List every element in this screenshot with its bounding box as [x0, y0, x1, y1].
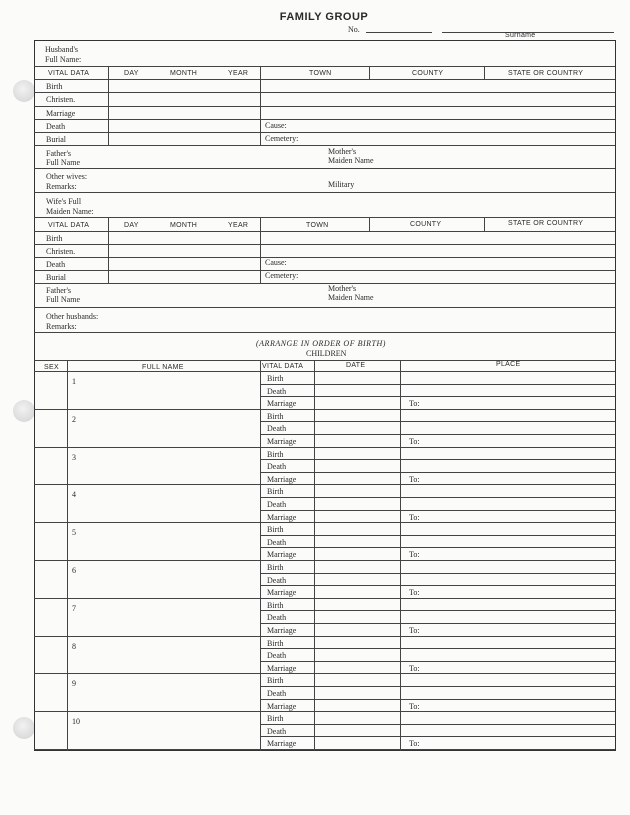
rule-line: [108, 66, 109, 145]
child-death-date-field[interactable]: [315, 498, 399, 510]
child-birth-place-field[interactable]: [402, 448, 615, 460]
child-marriage-date-field[interactable]: [315, 737, 399, 749]
other-wives-field[interactable]: [110, 169, 320, 192]
child-birth-place-field[interactable]: [402, 523, 615, 535]
child-marriage-label: Marriage: [267, 399, 297, 409]
child-death-place-field[interactable]: [402, 649, 615, 661]
child-birth-date-field[interactable]: [315, 485, 399, 497]
child-name-field[interactable]: [69, 410, 259, 447]
child-death-label: Death: [267, 689, 287, 698]
child-marriage-label: Marriage: [267, 739, 297, 749]
child-death-place-field[interactable]: [402, 385, 615, 397]
husband-marriage-place-field[interactable]: [262, 107, 615, 119]
child-birth-place-field[interactable]: [402, 561, 615, 573]
state-header: STATE OR COUNTRY: [508, 70, 584, 77]
wife-christen-label: Christen.: [46, 247, 76, 256]
wife-birth-label: Birth: [46, 234, 63, 243]
rule-line: [260, 360, 261, 751]
child-death-date-field[interactable]: [315, 649, 399, 661]
child-death-date-field[interactable]: [315, 385, 399, 397]
child-death-label: Death: [267, 575, 287, 585]
husband-mother-field[interactable]: [390, 146, 615, 168]
child-marriage-label: Marriage: [267, 550, 297, 560]
child-birth-label: Birth: [267, 411, 284, 421]
child-birth-date-field[interactable]: [315, 712, 399, 724]
child-marriage-label: Marriage: [267, 626, 297, 635]
child-marriage-label: Marriage: [267, 588, 297, 598]
page-title: FAMILY GROUP: [279, 11, 369, 23]
husband-death-place-field[interactable]: [262, 120, 615, 132]
child-marriage-label: Marriage: [267, 437, 297, 446]
child-death-date-field[interactable]: [315, 536, 399, 548]
child-number: 1: [72, 377, 76, 386]
wife-month-header: MONTH: [170, 222, 198, 229]
wife-father-field[interactable]: [110, 284, 320, 307]
wife-christen-date-field[interactable]: [110, 245, 259, 257]
husband-burial-date-field[interactable]: [110, 133, 259, 145]
wife-county-header: COUNTY: [410, 221, 442, 228]
husband-birth-label: Birth: [46, 82, 63, 91]
child-birth-place-field[interactable]: [402, 637, 615, 649]
child-birth-date-field[interactable]: [315, 448, 399, 460]
child-birth-label: Birth: [267, 374, 284, 383]
date-header: DATE: [346, 362, 366, 369]
child-marriage-date-field[interactable]: [315, 435, 399, 447]
other-husbands-label: Other husbands:: [46, 312, 99, 321]
wife-day-header: DAY: [124, 222, 139, 229]
day-header: DAY: [124, 70, 139, 77]
year-header: YEAR: [228, 70, 249, 77]
punch-hole: [13, 717, 35, 739]
child-death-label: Death: [267, 613, 287, 623]
child-spouse-to-label: To:: [409, 512, 420, 522]
other-husbands-field[interactable]: [120, 308, 615, 332]
child-marriage-label: Marriage: [267, 663, 297, 673]
rule-line: [67, 360, 68, 751]
wife-burial-place-field[interactable]: [262, 271, 615, 283]
child-spouse-to-label: To:: [409, 474, 420, 484]
other-wives-label: Other wives:: [46, 172, 88, 181]
child-death-place-field[interactable]: [402, 611, 615, 623]
husband-father-label: Full Name: [46, 158, 80, 167]
child-birth-label: Birth: [267, 638, 284, 648]
child-name-field[interactable]: [69, 448, 259, 485]
husband-mother-label: Mother's: [328, 147, 357, 156]
child-sex-field[interactable]: [35, 561, 66, 598]
child-number: 2: [72, 414, 76, 424]
full-name-header: FULL NAME: [142, 364, 184, 371]
child-death-place-field[interactable]: [402, 687, 615, 699]
child-marriage-place-field[interactable]: [402, 737, 615, 749]
husband-marriage-date-field[interactable]: [110, 107, 259, 119]
child-marriage-date-field[interactable]: [315, 473, 399, 485]
wife-christen-place-field[interactable]: [262, 245, 615, 257]
rule-line: [484, 217, 485, 231]
child-birth-label: Birth: [267, 714, 284, 724]
child-sex-field[interactable]: [35, 637, 66, 674]
rule-line: [260, 66, 261, 145]
child-birth-label: Birth: [267, 563, 284, 572]
child-death-date-field[interactable]: [315, 460, 399, 472]
child-sex-field[interactable]: [35, 523, 66, 560]
husband-christen-place-field[interactable]: [262, 93, 615, 106]
children-title: CHILDREN: [306, 349, 347, 358]
wife-death-label: Death: [46, 260, 66, 269]
wife-burial-label: Burial: [46, 273, 66, 282]
child-death-label: Death: [267, 500, 287, 509]
punch-hole: [13, 80, 35, 102]
child-birth-place-field[interactable]: [402, 485, 615, 497]
children-order-note: (ARRANGE IN ORDER OF BIRTH): [256, 339, 386, 348]
wife-name-label: Maiden Name:: [46, 207, 94, 216]
child-death-place-field[interactable]: [402, 536, 615, 548]
child-birth-label: Birth: [267, 525, 284, 535]
husband-father-label: Father's: [46, 149, 71, 158]
wife-mother-field[interactable]: [390, 284, 615, 307]
rule-line: [34, 332, 615, 333]
punch-hole: [13, 400, 35, 422]
child-marriage-date-field[interactable]: [315, 700, 399, 712]
child-marriage-place-field[interactable]: [402, 473, 615, 485]
husband-father-field[interactable]: [110, 146, 320, 168]
wife-vital-data-header: VITAL DATA: [48, 222, 90, 229]
child-marriage-date-field[interactable]: [315, 662, 399, 674]
child-death-label: Death: [267, 386, 287, 396]
child-sex-field[interactable]: [35, 410, 66, 447]
child-death-date-field[interactable]: [315, 574, 399, 586]
child-death-date-field[interactable]: [315, 422, 399, 434]
child-death-date-field[interactable]: [315, 611, 399, 623]
child-number: 8: [72, 641, 76, 651]
vital-data-header: VITAL DATA: [48, 70, 90, 77]
wife-burial-date-field[interactable]: [110, 271, 259, 283]
husband-burial-place-field[interactable]: [262, 133, 615, 145]
child-birth-label: Birth: [267, 676, 284, 686]
surname-label: Surname: [505, 32, 536, 39]
rule-line: [34, 749, 615, 750]
rule-line: [34, 360, 615, 361]
remarks-label: Remarks:: [46, 322, 77, 331]
child-marriage-date-field[interactable]: [315, 511, 399, 523]
child-spouse-to-label: To:: [409, 588, 420, 598]
wife-birth-date-field[interactable]: [110, 232, 259, 244]
child-birth-date-field[interactable]: [315, 599, 399, 611]
wife-father-label: Father's: [46, 286, 71, 295]
child-birth-date-field[interactable]: [315, 637, 399, 649]
child-marriage-date-field[interactable]: [315, 586, 399, 598]
child-name-field[interactable]: [69, 599, 259, 636]
sex-header: SEX: [44, 364, 59, 371]
number-field[interactable]: [366, 32, 432, 33]
child-birth-label: Birth: [267, 449, 284, 459]
town-header: TOWN: [309, 70, 332, 77]
child-spouse-to-label: To:: [409, 399, 420, 409]
wife-mother-label: Maiden Name: [328, 293, 374, 302]
child-marriage-label: Marriage: [267, 512, 297, 522]
rule-line: [400, 360, 401, 751]
husband-cause-label: Cause:: [265, 121, 287, 130]
child-marriage-date-field[interactable]: [315, 397, 399, 409]
month-header: MONTH: [170, 70, 198, 77]
child-birth-place-field[interactable]: [402, 674, 615, 686]
husband-name-label: Full Name:: [45, 55, 82, 64]
child-number: 10: [72, 717, 80, 727]
child-death-label: Death: [267, 424, 287, 434]
vital-data-header: VITAL DATA: [262, 363, 304, 370]
child-death-place-field[interactable]: [402, 725, 615, 737]
child-sex-field[interactable]: [35, 448, 66, 485]
child-spouse-to-label: To:: [409, 437, 420, 446]
rule-line: [34, 66, 615, 67]
wife-birth-place-field[interactable]: [262, 232, 615, 244]
rule-line: [369, 217, 370, 231]
wife-death-date-field[interactable]: [110, 258, 259, 270]
child-birth-label: Birth: [267, 487, 284, 497]
child-marriage-date-field[interactable]: [315, 548, 399, 560]
child-birth-date-field[interactable]: [315, 561, 399, 573]
child-death-label: Death: [267, 651, 287, 661]
child-marriage-place-field[interactable]: [402, 435, 615, 447]
husband-birth-date-field[interactable]: [110, 80, 259, 92]
child-number: 3: [72, 452, 76, 462]
child-spouse-to-label: To:: [409, 550, 420, 560]
husband-burial-label: Burial: [46, 135, 66, 144]
child-birth-date-field[interactable]: [315, 523, 399, 535]
rule-line: [34, 217, 615, 218]
child-spouse-to-label: To:: [409, 663, 420, 673]
child-death-place-field[interactable]: [402, 574, 615, 586]
place-header: PLACE: [496, 361, 521, 368]
child-name-field[interactable]: [69, 485, 259, 522]
child-marriage-place-field[interactable]: [402, 548, 615, 560]
county-header: COUNTY: [412, 70, 444, 77]
child-sex-field[interactable]: [35, 712, 66, 749]
military-label: Military: [328, 180, 355, 189]
child-death-place-field[interactable]: [402, 498, 615, 510]
rule-line: [484, 66, 485, 79]
child-death-place-field[interactable]: [402, 460, 615, 472]
child-marriage-place-field[interactable]: [402, 586, 615, 598]
child-sex-field[interactable]: [35, 372, 66, 409]
child-birth-place-field[interactable]: [402, 372, 615, 384]
husband-christen-date-field[interactable]: [110, 93, 259, 106]
military-field[interactable]: [370, 169, 615, 192]
wife-cause-label: Cause:: [265, 258, 287, 267]
husband-death-label: Death: [46, 122, 66, 131]
child-marriage-label: Marriage: [267, 474, 297, 484]
wife-town-header: TOWN: [306, 222, 329, 229]
husband-marriage-label: Marriage: [46, 109, 76, 118]
child-name-field[interactable]: [69, 372, 259, 409]
child-number: 9: [72, 679, 76, 689]
wife-cemetery-label: Cemetery:: [265, 271, 299, 280]
husband-cemetery-label: Cemetery:: [265, 134, 299, 143]
child-birth-date-field[interactable]: [315, 674, 399, 686]
child-marriage-date-field[interactable]: [315, 624, 399, 636]
child-sex-field[interactable]: [35, 599, 66, 636]
child-marriage-place-field[interactable]: [402, 511, 615, 523]
husband-christen-label: Christen.: [46, 95, 76, 104]
husband-mother-label: Maiden Name: [328, 156, 374, 165]
child-marriage-label: Marriage: [267, 701, 297, 711]
wife-year-header: YEAR: [228, 222, 249, 229]
child-death-label: Death: [267, 537, 287, 547]
child-birth-label: Birth: [267, 600, 284, 610]
child-name-field[interactable]: [69, 523, 259, 560]
husband-birth-place-field[interactable]: [262, 80, 615, 92]
wife-name-label: Wife's Full: [46, 197, 82, 206]
child-spouse-to-label: To:: [409, 626, 420, 635]
wife-death-place-field[interactable]: [262, 258, 615, 270]
child-number: 4: [72, 490, 76, 500]
child-marriage-place-field[interactable]: [402, 397, 615, 409]
husband-death-date-field[interactable]: [110, 120, 259, 132]
rule-line: [260, 217, 261, 283]
child-death-label: Death: [267, 726, 287, 736]
child-marriage-place-field[interactable]: [402, 624, 615, 636]
wife-state-header: STATE OR COUNTRY: [508, 220, 584, 227]
child-name-field[interactable]: [69, 561, 259, 598]
child-name-field[interactable]: [69, 637, 259, 674]
child-spouse-to-label: To:: [409, 739, 420, 749]
child-number: 5: [72, 528, 76, 538]
rule-line: [34, 192, 615, 193]
wife-mother-label: Mother's: [328, 284, 357, 293]
child-sex-field[interactable]: [35, 485, 66, 522]
child-birth-place-field[interactable]: [402, 712, 615, 724]
child-marriage-place-field[interactable]: [402, 700, 615, 712]
child-birth-place-field[interactable]: [402, 410, 615, 422]
child-sex-field[interactable]: [35, 674, 66, 711]
rule-line: [369, 66, 370, 79]
husband-name-label: Husband's: [45, 45, 78, 54]
number-label: No.: [348, 25, 360, 34]
child-birth-date-field[interactable]: [315, 410, 399, 422]
child-name-field[interactable]: [69, 712, 259, 749]
child-number: 6: [72, 566, 76, 575]
child-death-date-field[interactable]: [315, 725, 399, 737]
child-death-place-field[interactable]: [402, 422, 615, 434]
child-birth-place-field[interactable]: [402, 599, 615, 611]
husband-name-field[interactable]: [110, 44, 615, 66]
child-spouse-to-label: To:: [409, 701, 420, 711]
remarks-label: Remarks:: [46, 182, 77, 191]
wife-name-field[interactable]: [110, 194, 615, 217]
child-birth-date-field[interactable]: [315, 372, 399, 384]
rule-line: [108, 217, 109, 283]
child-death-date-field[interactable]: [315, 687, 399, 699]
wife-father-label: Full Name: [46, 295, 80, 304]
child-death-label: Death: [267, 462, 287, 472]
child-marriage-place-field[interactable]: [402, 662, 615, 674]
child-number: 7: [72, 603, 76, 613]
child-name-field[interactable]: [69, 674, 259, 711]
